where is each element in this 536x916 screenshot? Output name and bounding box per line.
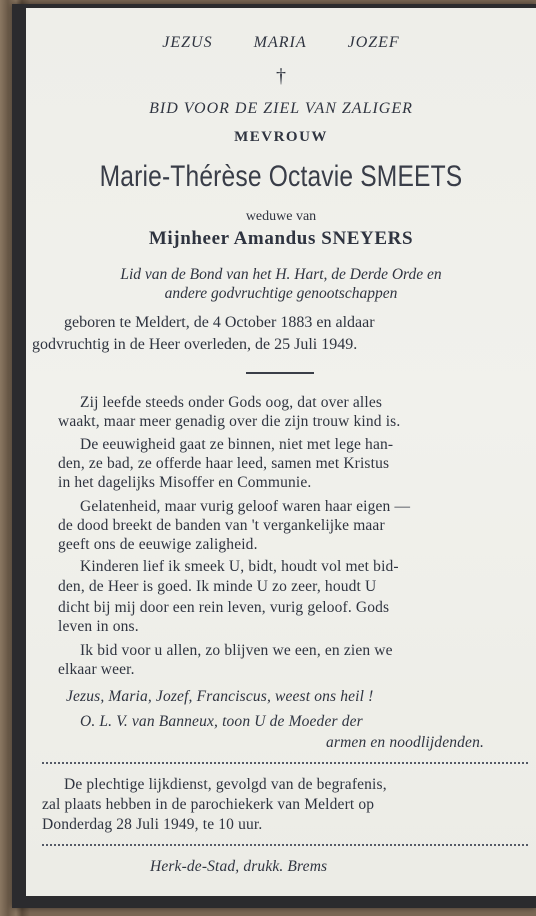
verse-line: de dood breekt de banden van 't vergankelijke maar xyxy=(58,517,385,534)
widow-of: weduwe van xyxy=(245,209,317,224)
prayer-line: armen en noodlijdenden. xyxy=(326,734,484,751)
printer-credit: Herk-de-Stad, drukk. Brems xyxy=(150,858,328,875)
husband-name: Mijnheer Amandus SNEYERS xyxy=(148,228,414,249)
funeral-line: De plechtige lijkdienst, gevolgd van de begrafenis, xyxy=(64,776,387,793)
deceased-name: Marie-Thérèse Octavie SMEETS xyxy=(99,160,463,193)
dotted-divider xyxy=(42,844,528,846)
funeral-line: Donderdag 28 Juli 1949, te 10 uur. xyxy=(42,816,263,833)
header-word: JOZEF xyxy=(347,34,400,51)
verse-line: geeft ons de eeuwige zaligheid. xyxy=(58,536,258,553)
memorial-card xyxy=(26,8,536,896)
verse-line: Gelatenheid, maar vurig geloof waren haar eigen — xyxy=(80,498,411,515)
prayer-line: Jezus, Maria, Jozef, Franciscus, weest ons heil ! xyxy=(66,688,374,705)
verse-line: Zij leefde steeds onder Gods oog, dat over alles xyxy=(80,394,383,411)
title-mevrouw: MEVROUW xyxy=(234,129,328,145)
prayer-line: O. L. V. van Banneux, toon U de Moeder der xyxy=(80,713,363,730)
verse-line: Kinderen lief ik smeek U, bidt, houdt vol met bid- xyxy=(80,558,399,575)
membership-line: Lid van de Bond van het H. Hart, de Derde Orde en xyxy=(120,266,442,283)
verse-line: dicht bij mij door een rein leven, vurig geloof. Gods xyxy=(58,599,390,616)
cross-icon: † xyxy=(276,65,286,87)
verse-line: in het dagelijks Misoffer en Communie. xyxy=(58,474,312,491)
header-word: JEZUS xyxy=(162,34,213,51)
dotted-divider xyxy=(42,762,528,764)
funeral-line: zal plaats hebben in de parochiekerk van Meldert op xyxy=(42,796,375,813)
verse-line: waakt, maar meer genadig over die zijn trouw kind is. xyxy=(58,413,401,430)
verse-line: Ik bid voor u allen, zo blijven we een, en zien we xyxy=(80,642,393,659)
divider xyxy=(246,372,314,374)
life-line: godvruchtig in de Heer overleden, de 25 Juli 1949. xyxy=(32,336,358,353)
verse-line: den, de Heer is goed. Ik minde U zo zeer, houdt U xyxy=(58,578,377,595)
verse-line: De eeuwigheid gaat ze binnen, niet met lege han- xyxy=(80,436,394,453)
verse-line: den, ze bad, ze offerde haar leed, samen met Kristus xyxy=(58,455,390,472)
intro-line: BID VOOR DE ZIEL VAN ZALIGER xyxy=(149,100,413,117)
header-word: MARIA xyxy=(253,34,307,51)
verse-line: leven in ons. xyxy=(58,618,139,635)
membership-line: andere godvruchtige genootschappen xyxy=(164,285,398,302)
life-line: geboren te Meldert, de 4 October 1883 en aldaar xyxy=(64,314,375,331)
header-invocation xyxy=(26,34,536,52)
verse-line: elkaar weer. xyxy=(58,661,135,678)
